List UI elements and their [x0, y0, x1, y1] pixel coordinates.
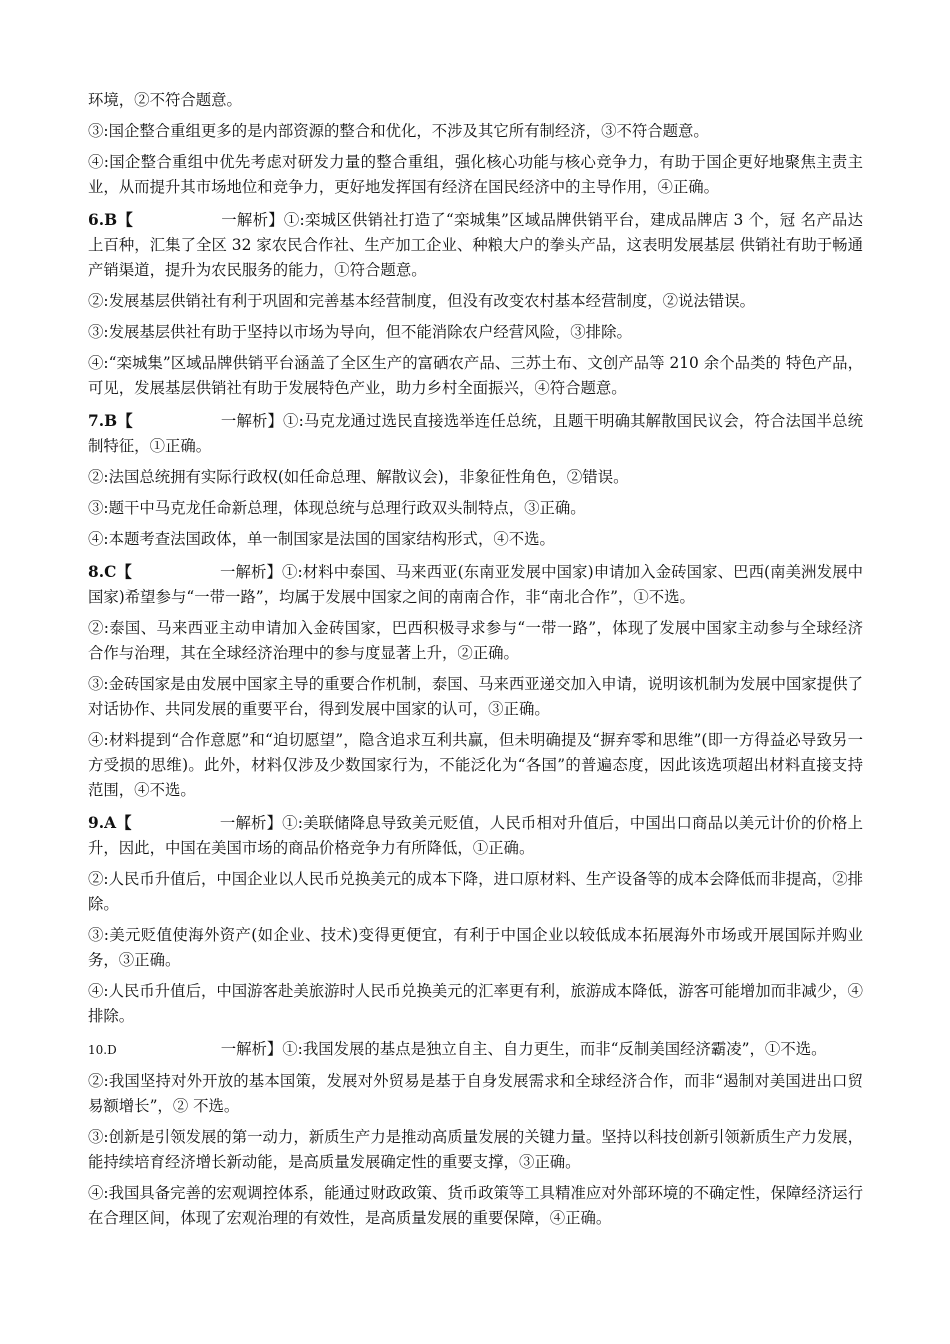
q7-option-4: ④:本题考查法国政体，单一制国家是法国的国家结构形式，④不选。: [88, 530, 555, 548]
q8-option-4: ④:材料提到“合作意愿”和“迫切愿望”，隐含追求互利共赢，但未明确提及“摒弃零和思维”(即一方得益必导致另一方受损的思维)。此外，材料仅涉及少数国家行为，不能泛化为“各国”的普遍态度，因此该选项超出材料直接支持范围，④不选。: [88, 731, 863, 799]
q8-answer-label: 8.C【: [88, 563, 132, 581]
q7-option-3: ③:题干中马克龙任命新总理，体现总统与总理行政双头制特点，③正确。: [88, 499, 586, 517]
q5-option-3: ③:国企整合重组更多的是内部资源的整合和优化，不涉及其它所有制经济，③不符合题意。: [88, 122, 709, 140]
q9-option-1: 一解析】①:美联储降息导致美元贬值，人民币相对升值后，中国出口商品以美元计价的价格上升，因此，中国在美国市场的商品价格竞争力有所降低，①正确。: [88, 814, 864, 857]
q8-option-1: 一解析】①:材料中泰国、马来西亚(东南亚发展中国家)申请加入金砖国家、巴西(南美洲发展中国家)希望参与“一带一路”，均属于发展中国家之间的南南合作，非“南北合作”，①不选。: [88, 563, 863, 606]
q6-analysis-1: [88, 208, 863, 283]
q9-answer-label: 9.A【: [88, 814, 132, 832]
document-page: [88, 88, 863, 1237]
q8-option-3: ③:金砖国家是由发展中国家主导的重要合作机制，泰国、马来西亚递交加入申请，说明该机制为发展中国家提供了对话协作、共同发展的重要平台，得到发展中国家的认可，③正确。: [88, 675, 863, 718]
q6-option-3: ③:发展基层供社有助于坚持以市场为导向，但不能消除农户经营风险，③排除。: [88, 323, 632, 341]
q10-option-2: ②:我国坚持对外开放的基本国策，发展对外贸易是基于自身发展需求和全球经济合作，而非“遏制对美国进出口贸易额增长”，② 不选。: [88, 1072, 863, 1115]
q7-analysis-1: [88, 409, 863, 459]
q10-option-3: ③:创新是引领发展的第一动力，新质生产力是推动高质量发展的关键力量。坚持以科技创新引领新质生产力发展，能持续培育经济增长新动能，是高质量发展确定性的重要支撑，③正确。: [88, 1128, 863, 1171]
q7-option-2: ②:法国总统拥有实际行政权(如任命总理、解散议会)，非象征性角色，②错误。: [88, 468, 629, 486]
q8-analysis-1: [88, 560, 863, 610]
q7-option-1: 一解析】①:马克龙通过选民直接选举连任总统，且题干明确其解散国民议会，符合法国半总统制特征，①正确。: [88, 412, 864, 455]
q10-analysis-1: [88, 1037, 863, 1063]
q9-option-4: ④:人民币升值后，中国游客赴美旅游时人民币兑换美元的汇率更有利，旅游成本降低，游客可能增加而非减少，④排除。: [88, 982, 863, 1025]
q8-option-2: ②:泰国、马来西亚主动申请加入金砖国家，巴西积极寻求参与“一带一路”，体现了发展中国家主动参与全球经济合作与治理，其在全球经济治理中的参与度显著上升，②正确。: [88, 619, 863, 662]
q9-option-2: ②:人民币升值后，中国企业以人民币兑换美元的成本下降，进口原材料、生产设备等的成本会降低而非提高，②排除。: [88, 870, 863, 913]
q6-option-2: ②:发展基层供销社有利于巩固和完善基本经营制度，但没有改变农村基本经营制度，②说法错误。: [88, 292, 755, 310]
paragraph-intro: 环境，②不符合题意。: [88, 91, 242, 109]
q7-answer-label: 7.B【: [88, 412, 133, 430]
q9-analysis-1: [88, 811, 863, 861]
q6-option-1: 一解析】①:栾城区供销社打造了“栾城集”区域品牌供销平台，建成品牌店 3 个，冠 名产品达上百种，汇集了全区 32 家农民合作社、生产加工企业、种粮大户的拳头产品，这表明发展基层 供销社有助于畅通产销渠道，提升为农民服务的能力，①符合题意。: [88, 211, 863, 279]
q6-answer-label: 6.B【: [88, 211, 133, 229]
q9-option-3: ③:美元贬值使海外资产(如企业、技术)变得更便宜，有利于中国企业以较低成本拓展海外市场或开展国际并购业务，③正确。: [88, 926, 863, 969]
q10-option-4: ④:我国具备完善的宏观调控体系，能通过财政政策、货币政策等工具精准应对外部环境的不确定性，保障经济运行在合理区间，体现了宏观治理的有效性，是高质量发展的重要保障，④正确。: [88, 1184, 863, 1227]
q5-option-4: ④:国企整合重组中优先考虑对研发力量的整合重组，强化核心功能与核心竞争力，有助于国企更好地聚焦主责主业，从而提升其市场地位和竞争力，更好地发挥国有经济在国民经济中的主导作用，④正确。: [88, 153, 863, 196]
q10-answer-label: 10.D: [88, 1043, 117, 1057]
q6-option-4: ④:“栾城集”区域品牌供销平台涵盖了全区生产的富硒农产品、三苏土布、文创产品等 210 余个品类的 特色产品，可见，发展基层供销社有助于发展特色产业，助力乡村全面振兴，④符合题意。: [88, 354, 863, 397]
q10-option-1: 一解析】①:我国发展的基点是独立自主、自力更生，而非“反制美国经济霸凌”，①不选。: [220, 1040, 827, 1058]
